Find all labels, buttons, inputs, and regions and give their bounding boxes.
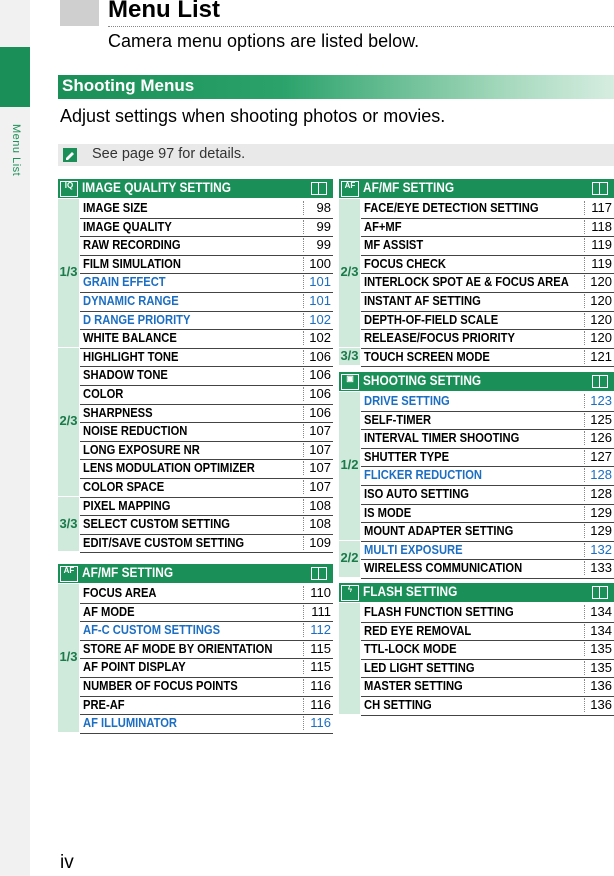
page-reference[interactable]: 128 [590, 467, 612, 483]
menu-row[interactable] [80, 515, 333, 535]
table-header [58, 179, 333, 198]
menu-row[interactable] [80, 640, 333, 660]
note-bar [58, 144, 614, 166]
page-reference[interactable]: 115 [310, 640, 331, 656]
column-separator [303, 313, 304, 327]
menu-row[interactable] [80, 404, 333, 424]
sidebar [0, 0, 30, 876]
menu-item-name: FACE/EYE DETECTION SETTING [364, 200, 539, 215]
column-separator [584, 605, 585, 619]
page-reference[interactable]: 135 [590, 659, 612, 675]
section-description: Adjust settings when shooting photos or movies. [60, 106, 446, 126]
column-separator [584, 698, 585, 712]
page-reference[interactable]: 106 [309, 404, 331, 420]
menu-item-name: DEPTH-OF-FIELD SCALE [364, 311, 499, 327]
column-separator [303, 605, 304, 619]
column-separator [584, 524, 585, 538]
menu-item-name: IMAGE SIZE [83, 200, 148, 215]
page-reference[interactable]: 102 [309, 311, 331, 327]
menu-row[interactable] [361, 559, 614, 579]
column-separator [303, 387, 304, 401]
menu-row[interactable] [361, 659, 614, 679]
group-label: 3/3 [340, 348, 359, 364]
book-icon [592, 182, 608, 195]
page-reference[interactable]: 98 [316, 200, 331, 215]
page-reference[interactable]: 110 [310, 585, 331, 600]
column-separator [303, 220, 304, 234]
column-separator [584, 275, 585, 289]
menu-item-name: COLOR SPACE [83, 479, 165, 494]
menu-row[interactable] [80, 199, 333, 219]
menu-item-name: DRIVE SETTING [364, 393, 450, 408]
menu-row[interactable] [361, 677, 614, 697]
page-reference[interactable]: 136 [590, 697, 612, 712]
menu-row[interactable] [361, 429, 614, 449]
menu-item-name: FLASH FUNCTION SETTING [364, 604, 514, 619]
menu-row[interactable] [80, 348, 333, 368]
menu-row[interactable] [80, 621, 333, 641]
column-separator [584, 642, 585, 656]
menu-item-name: D RANGE PRIORITY [83, 311, 191, 327]
menu-item-name: AF+MF [364, 218, 402, 234]
menu-item-name: NUMBER OF FOCUS POINTS [83, 678, 238, 693]
page-reference[interactable]: 108 [309, 497, 331, 513]
menu-item-name: AF-C CUSTOM SETTINGS [83, 622, 221, 638]
menu-row[interactable] [80, 677, 333, 697]
camera-icon: ▣ [341, 374, 359, 390]
menu-item-name: AF ILLUMINATOR [83, 715, 177, 731]
menu-item-name: TTL-LOCK MODE [364, 641, 457, 657]
menu-item-name: SHARPNESS [83, 404, 153, 420]
page-reference[interactable]: 99 [316, 237, 331, 253]
column-separator [303, 350, 304, 364]
menu-row[interactable] [80, 478, 333, 498]
column-separator [303, 424, 304, 438]
column-separator [584, 561, 585, 575]
column-separator [584, 257, 585, 271]
column-separator [303, 716, 304, 730]
group-label: 2/3 [340, 264, 359, 280]
menu-item-name: WIRELESS COMMUNICATION [364, 560, 523, 576]
page-reference[interactable]: 132 [590, 541, 612, 557]
group-label: 2/2 [340, 550, 359, 566]
column-separator [584, 506, 585, 520]
page-reference[interactable]: 116 [310, 696, 331, 712]
table-title: AF/MF SETTING [363, 180, 455, 195]
column-separator [303, 406, 304, 420]
menu-row[interactable] [361, 292, 614, 312]
page-reference[interactable]: 111 [311, 603, 331, 619]
column-separator [303, 331, 304, 345]
menu-item-name: MULTI EXPOSURE [364, 541, 463, 557]
column-separator [303, 257, 304, 271]
menu-row[interactable] [361, 199, 614, 219]
page-reference[interactable]: 135 [590, 641, 612, 657]
menu-row[interactable] [361, 218, 614, 238]
column-separator [303, 642, 304, 656]
menu-row[interactable] [80, 696, 333, 716]
menu-row[interactable] [80, 385, 333, 405]
column-separator [303, 536, 304, 550]
column-separator [584, 238, 585, 252]
page-reference[interactable]: 118 [591, 218, 612, 234]
menu-item-name: PRE-AF [83, 696, 125, 712]
page-reference[interactable]: 106 [309, 386, 331, 401]
table-header [339, 179, 614, 198]
page-reference[interactable]: 129 [590, 523, 612, 539]
menu-row[interactable] [80, 422, 333, 442]
sidebar-tab-marker [0, 47, 30, 107]
menu-row[interactable] [361, 522, 614, 542]
af-mf-icon: AF [341, 181, 359, 197]
menu-row[interactable] [80, 366, 333, 386]
column-separator [584, 679, 585, 693]
menu-item-name: INSTANT AF SETTING [364, 293, 481, 308]
column-separator [303, 679, 304, 693]
group-marker [339, 603, 360, 714]
menu-item-name: MF ASSIST [364, 237, 424, 253]
table-title: IMAGE QUALITY SETTING [82, 180, 231, 195]
page-reference[interactable]: 106 [309, 348, 331, 364]
page-reference[interactable]: 127 [590, 448, 612, 464]
column-separator [584, 487, 585, 501]
page-reference[interactable]: 102 [309, 330, 331, 346]
note-icon [62, 147, 78, 163]
menu-row[interactable] [361, 504, 614, 524]
image-quality-icon: IQ [60, 181, 78, 197]
page-reference[interactable]: 116 [310, 678, 331, 693]
table-header [339, 583, 614, 602]
menu-row[interactable] [361, 411, 614, 431]
menu-item-name: IMAGE QUALITY [83, 218, 172, 234]
menu-row[interactable] [361, 392, 614, 412]
menu-row[interactable] [80, 236, 333, 256]
section-header [58, 75, 614, 99]
flash-icon: ϟ [341, 585, 359, 601]
menu-item-name: ISO AUTO SETTING [364, 486, 469, 501]
group-label: 1/3 [59, 649, 78, 665]
page-reference[interactable]: 101 [309, 293, 331, 308]
book-icon [592, 586, 608, 599]
menu-item-name: AF POINT DISPLAY [83, 659, 186, 675]
column-separator [584, 294, 585, 308]
column-separator [584, 313, 585, 327]
column-separator [584, 661, 585, 675]
menu-item-name: IS MODE [364, 504, 412, 520]
book-icon [592, 375, 608, 388]
sidebar-label: Menu List [10, 124, 22, 177]
column-separator [303, 517, 304, 531]
menu-item-name: FILM SIMULATION [83, 255, 181, 271]
menu-item-name: LED LIGHT SETTING [364, 659, 475, 675]
page-reference[interactable]: 116 [310, 715, 331, 731]
page-reference[interactable]: 136 [590, 678, 612, 694]
page-reference[interactable]: 129 [590, 504, 612, 520]
menu-item-name: RED EYE REMOVAL [364, 622, 472, 638]
page-reference[interactable]: 117 [591, 200, 612, 215]
table-header [58, 564, 333, 583]
menu-row[interactable] [80, 292, 333, 312]
menu-item-name: EDIT/SAVE CUSTOM SETTING [83, 534, 245, 550]
column-separator [303, 443, 304, 457]
column-separator [303, 698, 304, 712]
menu-row[interactable] [361, 348, 614, 368]
menu-item-name: SELF-TIMER [364, 411, 432, 427]
menu-item-name: RELEASE/FOCUS PRIORITY [364, 330, 515, 346]
column-separator [303, 368, 304, 382]
menu-row[interactable] [361, 485, 614, 505]
page-reference[interactable]: 126 [590, 430, 612, 446]
column-separator [303, 294, 304, 308]
page-reference[interactable]: 99 [316, 218, 331, 234]
column-separator [303, 586, 304, 600]
menu-row[interactable] [80, 534, 333, 554]
page-subtitle: Camera menu options are listed below. [108, 31, 420, 51]
menu-item-name: LENS MODULATION OPTIMIZER [83, 460, 255, 476]
menu-item-name: INTERVAL TIMER SHOOTING [364, 430, 520, 446]
menu-item-name: LONG EXPOSURE NR [83, 441, 200, 457]
column-separator [303, 623, 304, 637]
table-title: FLASH SETTING [363, 584, 458, 599]
menu-row[interactable] [80, 459, 333, 479]
menu-item-name: FOCUS CHECK [364, 255, 446, 271]
column-separator [303, 461, 304, 475]
title-marker [60, 0, 99, 26]
column-separator [584, 413, 585, 427]
menu-item-name: COLOR [83, 386, 124, 401]
menu-item-name: MASTER SETTING [364, 678, 463, 694]
note-text: See page 97 for details. [92, 146, 246, 162]
menu-row[interactable] [80, 584, 333, 604]
page-reference[interactable]: 120 [590, 274, 612, 290]
column-separator [584, 394, 585, 408]
menu-item-name: SHADOW TONE [83, 367, 168, 383]
table-header [339, 372, 614, 391]
menu-item-name: TOUCH SCREEN MODE [364, 348, 490, 364]
column-separator [303, 480, 304, 494]
group-label: 2/3 [59, 413, 78, 429]
menu-row[interactable] [80, 218, 333, 238]
menu-item-name: SHUTTER TYPE [364, 448, 450, 464]
menu-row[interactable] [361, 541, 614, 561]
group-label: 1/2 [340, 457, 359, 473]
column-separator [584, 201, 585, 215]
menu-row[interactable] [361, 622, 614, 642]
column-separator [584, 624, 585, 638]
page-reference[interactable]: 107 [309, 479, 331, 494]
book-icon [311, 182, 327, 195]
af-mf-icon: AF [60, 566, 78, 582]
page-reference[interactable]: 121 [590, 348, 612, 364]
column-separator [303, 201, 304, 215]
menu-item-name: NOISE REDUCTION [83, 423, 188, 439]
menu-row[interactable] [361, 236, 614, 256]
menu-row[interactable] [80, 255, 333, 275]
column-separator [303, 499, 304, 513]
menu-item-name: STORE AF MODE BY ORIENTATION [83, 640, 273, 656]
page-reference[interactable]: 109 [309, 534, 331, 550]
menu-row[interactable] [80, 658, 333, 678]
page-reference[interactable]: 120 [590, 311, 612, 327]
menu-row[interactable] [361, 329, 614, 349]
table-title: SHOOTING SETTING [363, 373, 482, 388]
page-reference[interactable]: 120 [590, 293, 612, 308]
menu-row[interactable] [80, 441, 333, 461]
page-title: Menu List [108, 0, 220, 23]
column-separator [584, 468, 585, 482]
page-reference[interactable]: 115 [310, 659, 331, 675]
menu-row[interactable] [80, 311, 333, 331]
column-separator [584, 431, 585, 445]
column-separator [303, 275, 304, 289]
column-separator [584, 543, 585, 557]
menu-row[interactable] [361, 696, 614, 716]
page-reference[interactable]: 106 [309, 367, 331, 383]
page-reference[interactable]: 108 [309, 516, 331, 532]
group-label: 3/3 [59, 515, 78, 531]
page-reference[interactable]: 100 [309, 255, 331, 271]
menu-item-name: DYNAMIC RANGE [83, 293, 179, 308]
menu-item-name: AF MODE [83, 603, 135, 619]
page-reference[interactable]: 107 [309, 441, 331, 457]
menu-row[interactable] [80, 603, 333, 623]
column-separator [584, 331, 585, 345]
menu-item-name: WHITE BALANCE [83, 330, 177, 346]
column-separator [584, 350, 585, 364]
menu-item-name: FLICKER REDUCTION [364, 467, 483, 483]
book-icon [311, 567, 327, 580]
menu-row[interactable] [80, 497, 333, 517]
page-reference[interactable]: 107 [309, 460, 331, 476]
page-number: iv [60, 852, 74, 873]
page-reference[interactable]: 134 [590, 604, 612, 619]
menu-row[interactable] [361, 603, 614, 623]
menu-row[interactable] [80, 273, 333, 293]
menu-row[interactable] [361, 640, 614, 660]
menu-row[interactable] [361, 311, 614, 331]
menu-item-name: GRAIN EFFECT [83, 274, 166, 290]
page-reference[interactable]: 120 [590, 330, 612, 346]
menu-row[interactable] [80, 714, 333, 734]
page-reference[interactable]: 119 [591, 255, 612, 271]
menu-row[interactable] [361, 255, 614, 275]
title-divider [108, 26, 614, 27]
menu-item-name: INTERLOCK SPOT AE & FOCUS AREA [364, 274, 569, 290]
table-title: AF/MF SETTING [82, 565, 174, 580]
column-separator [303, 660, 304, 674]
menu-item-name: MOUNT ADAPTER SETTING [364, 523, 514, 539]
page-reference[interactable]: 128 [590, 486, 612, 501]
column-separator [303, 238, 304, 252]
menu-row[interactable] [80, 329, 333, 349]
section-title: Shooting Menus [62, 76, 195, 95]
page-reference[interactable]: 119 [591, 237, 612, 253]
page-reference[interactable]: 123 [590, 393, 612, 408]
menu-item-name: FOCUS AREA [83, 585, 157, 600]
menu-row[interactable] [361, 448, 614, 468]
menu-item-name: PIXEL MAPPING [83, 497, 171, 513]
menu-item-name: SELECT CUSTOM SETTING [83, 516, 231, 532]
page-reference[interactable]: 134 [590, 622, 612, 638]
column-separator [584, 450, 585, 464]
page-reference[interactable]: 133 [590, 560, 612, 576]
menu-item-name: RAW RECORDING [83, 237, 181, 253]
page-reference[interactable]: 125 [590, 411, 612, 427]
column-separator [584, 220, 585, 234]
menu-item-name: HIGHLIGHT TONE [83, 348, 179, 364]
menu-row[interactable] [361, 466, 614, 486]
page-reference[interactable]: 112 [310, 622, 331, 638]
page-reference[interactable]: 101 [309, 274, 331, 290]
group-label: 1/3 [59, 264, 78, 280]
page-reference[interactable]: 107 [309, 423, 331, 439]
menu-row[interactable] [361, 273, 614, 293]
menu-item-name: CH SETTING [364, 697, 432, 712]
